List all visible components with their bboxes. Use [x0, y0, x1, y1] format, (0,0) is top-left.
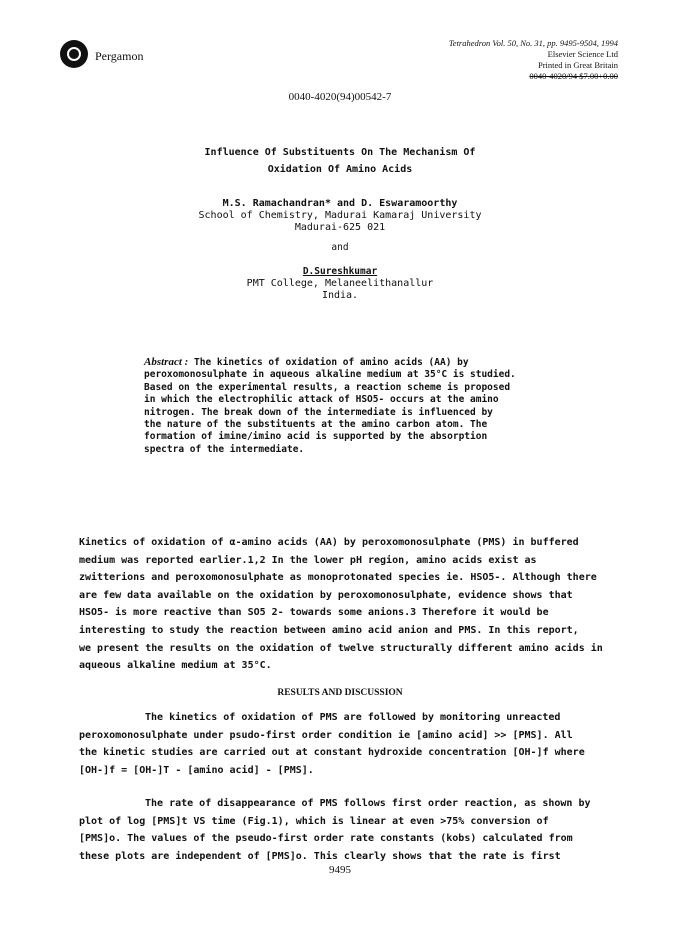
journal-line: 0040-4020/94 $7.00+0.00: [529, 71, 618, 81]
text-line: medium was reported earlier.1,2 In the lower pH region, amino acids exist as: [79, 554, 537, 566]
results-paragraph: [79, 795, 607, 865]
text-line: we present the results on the oxidation of twelve structurally different amino acids in: [79, 642, 603, 654]
affiliation: India.: [321, 290, 359, 301]
affiliation: PMT College, Melaneelithanallur: [246, 278, 434, 289]
abstract-line: Abstract : The kinetics of oxidation of amino acids (AA) by: [144, 356, 469, 368]
publisher-logo: [60, 40, 88, 68]
abstract-line: in which the electrophilic attack of HSO5- occurs at the amino: [144, 394, 499, 406]
text-line: the kinetic studies are carried out at constant hydroxide concentration [OH-]f where: [79, 747, 585, 759]
text-line: plot of log [PMS]t VS time (Fig.1), which is linear at even >75% conversion of: [79, 815, 549, 827]
text-line: peroxomonosulphate under psudo-first order condition ie [amino acid] >> [PMS]. All: [79, 729, 573, 741]
journal-line: Tetrahedron Vol. 50, No. 31, pp. 9495-9504, 1994: [448, 38, 618, 48]
abstract-line: spectra of the intermediate.: [144, 443, 305, 455]
abstract-line: Based on the experimental results, a reaction scheme is proposed: [144, 381, 511, 393]
abstract-line: formation of imine/imino acid is supported by the absorption: [144, 431, 488, 443]
text-line: zwitterions and peroxomonosulphate as monoprotonated species ie. HSO5-. Although there: [79, 572, 597, 584]
and-separator: and: [331, 242, 349, 253]
text-line: The rate of disappearance of PMS follows first order reaction, as shown by: [145, 798, 591, 809]
text-line: The kinetics of oxidation of PMS are followed by monitoring unreacted: [145, 712, 561, 723]
authors: M.S. Ramachandran* and D. Eswaramoorthy: [222, 198, 458, 209]
results-paragraph: [79, 709, 607, 779]
title-line-2: Oxidation Of Amino Acids: [267, 164, 413, 175]
journal-citation: [378, 38, 618, 82]
doi: 0040-4020(94)00542-7: [288, 91, 392, 103]
affiliation: School of Chemistry, Madurai Kamaraj University: [198, 210, 482, 221]
text-line: [OH-]f = [OH-]T - [amino acid] - [PMS].: [79, 764, 314, 776]
text-line: Kinetics of oxidation of α-amino acids (AA) by peroxomonosulphate (PMS) in buffered: [79, 537, 579, 548]
journal-line: Printed in Great Britain: [537, 60, 618, 70]
abstract-line: nitrogen. The break down of the intermediate is influenced by: [144, 406, 493, 418]
text-line: aqueous alkaline medium at 35°C.: [79, 660, 272, 672]
text-line: are few data available on the oxidation by peroxomonosulphate, evidence shows that: [79, 589, 573, 601]
text-line: these plots are independent of [PMS]o. This clearly shows that the rate is first: [79, 850, 561, 862]
abstract-label: Abstract :: [144, 356, 189, 368]
text-line: HSO5- is more reactive than SO5 2- towards some anions.3 Therefore it would be: [79, 607, 549, 619]
publisher-name: Pergamon: [95, 49, 144, 63]
journal-line: Elsevier Science Ltd: [547, 49, 618, 59]
abstract: [144, 356, 546, 456]
affiliation: Madurai-625 021: [294, 222, 386, 233]
section-heading: RESULTS AND DISCUSSION: [277, 688, 403, 698]
title-line-1: Influence Of Substituents On The Mechanism Of: [204, 147, 476, 158]
abstract-line: the nature of the substituents at the amino carbon atom. The: [144, 419, 488, 431]
abstract-line: peroxomonosulphate in aqueous alkaline medium at 35°C is studied.: [144, 369, 516, 381]
third-author: D.Sureshkumar: [302, 266, 378, 277]
text-line: interesting to study the reaction between amino acid anion and PMS. In this report,: [79, 624, 579, 636]
text-line: [PMS]o. The values of the pseudo-first order rate constants (kobs) calculated from: [79, 833, 573, 845]
page-number: 9495: [329, 864, 351, 876]
intro-paragraph: [79, 534, 607, 675]
